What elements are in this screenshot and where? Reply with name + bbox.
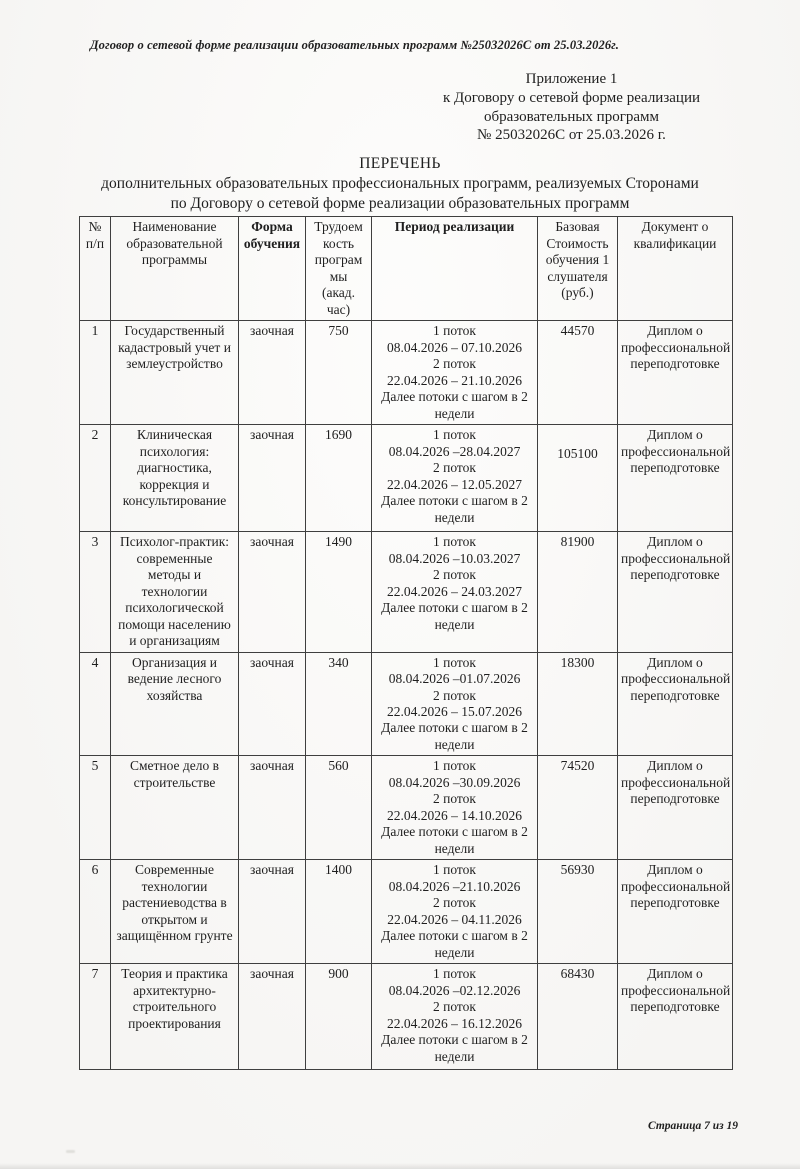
doc-cell: Диплом о профессиональной переподготовке xyxy=(618,860,733,964)
form-cell: заочная xyxy=(239,321,306,425)
table-row xyxy=(80,652,733,756)
page-title: ПЕРЕЧЕНЬ xyxy=(359,155,441,172)
table-row xyxy=(80,756,733,860)
price-cell: 74520 xyxy=(538,756,618,860)
appendix-line-2: к Договору о сетевой форме реализации xyxy=(443,89,700,106)
hours-cell: 1490 xyxy=(306,532,372,652)
num-cell: 6 xyxy=(80,860,111,964)
hours-cell: 1400 xyxy=(306,860,372,964)
col-header-hours: Трудоем кость програм мы (акад. час) xyxy=(306,217,372,321)
page-subtitle-2: по Договору о сетевой форме реализации образовательных программ xyxy=(170,194,630,212)
appendix-line-1: Приложение 1 xyxy=(525,71,618,87)
form-cell: заочная xyxy=(239,964,306,1070)
scan-artifact xyxy=(66,1150,75,1153)
period-cell: 1 поток 08.04.2026 –28.04.2027 2 поток 22.04.2026 – 12.05.2027 Далее потоки с шагом в 2 недели xyxy=(372,425,538,532)
form-cell: заочная xyxy=(239,756,306,860)
price-cell: 81900 xyxy=(538,532,618,652)
form-cell: заочная xyxy=(239,652,306,756)
table-row xyxy=(80,425,733,532)
programs-table xyxy=(79,216,733,1070)
hours-cell: 750 xyxy=(306,321,372,425)
name-cell: Сметное дело в строительстве xyxy=(111,756,239,860)
table-body xyxy=(80,321,733,1070)
period-cell: 1 поток 08.04.2026 – 07.10.2026 2 поток 22.04.2026 – 21.10.2026 Далее потоки с шагом в 2 недели xyxy=(372,321,538,425)
period-cell: 1 поток 08.04.2026 –01.07.2026 2 поток 22.04.2026 – 15.07.2026 Далее потоки с шагом в 2 недели xyxy=(372,652,538,756)
col-header-price: Базовая Стоимость обучения 1 слушателя (руб.) xyxy=(538,217,618,321)
col-header-period: Период реализации xyxy=(372,217,538,321)
doc-cell: Диплом о профессиональной переподготовке xyxy=(618,321,733,425)
price-cell: 18300 xyxy=(538,652,618,756)
hours-cell: 340 xyxy=(306,652,372,756)
title-block xyxy=(0,154,800,213)
period-cell: 1 поток 08.04.2026 –02.12.2026 2 поток 22.04.2026 – 16.12.2026 Далее потоки с шагом в 2 недели xyxy=(372,964,538,1070)
doc-cell: Диплом о профессиональной переподготовке xyxy=(618,964,733,1070)
period-cell: 1 поток 08.04.2026 –21.10.2026 2 поток 22.04.2026 – 04.11.2026 Далее потоки с шагом в 2 недели xyxy=(372,860,538,964)
contract-header-note: Договор о сетевой форме реализации образовательных программ №25032026С от 25.03.2026г. xyxy=(90,38,619,52)
price-cell: 56930 xyxy=(538,860,618,964)
name-cell: Клиническая психология: диагностика, коррекция и консультирование xyxy=(111,425,239,532)
doc-cell: Диплом о профессиональной переподготовке xyxy=(618,756,733,860)
form-cell: заочная xyxy=(239,532,306,652)
table-row xyxy=(80,964,733,1070)
doc-cell: Диплом о профессиональной переподготовке xyxy=(618,425,733,532)
name-cell: Организация и ведение лесного хозяйства xyxy=(111,652,239,756)
form-cell: заочная xyxy=(239,425,306,532)
doc-cell: Диплом о профессиональной переподготовке xyxy=(618,532,733,652)
price-cell: 68430 xyxy=(538,964,618,1070)
price-cell: 105100 xyxy=(538,425,618,532)
appendix-block xyxy=(443,70,700,145)
col-header-num: № п/п xyxy=(80,217,111,321)
hours-cell: 900 xyxy=(306,964,372,1070)
header-row xyxy=(80,217,733,321)
name-cell: Психолог-практик: современные методы и технологии психологической помощи населению и организациям xyxy=(111,532,239,652)
period-cell: 1 поток 08.04.2026 –10.03.2027 2 поток 22.04.2026 – 24.03.2027 Далее потоки с шагом в 2 недели xyxy=(372,532,538,652)
page-number: Страница 7 из 19 xyxy=(648,1120,738,1132)
num-cell: 2 xyxy=(80,425,111,532)
hours-cell: 560 xyxy=(306,756,372,860)
appendix-line-3: образовательных программ xyxy=(484,108,659,125)
col-header-form: Форма обучения xyxy=(239,217,306,321)
page-subtitle-1: дополнительных образовательных профессиональных программ, реализуемых Сторонами xyxy=(101,174,699,192)
appendix-line-4: № 25032026С от 25.03.2026 г. xyxy=(477,127,666,144)
col-header-doc: Документ о квалификации xyxy=(618,217,733,321)
name-cell: Теория и практика архитектурно-строительного проектирования xyxy=(111,964,239,1070)
scan-bottom-shadow xyxy=(0,1163,800,1169)
doc-cell: Диплом о профессиональной переподготовке xyxy=(618,652,733,756)
name-cell: Современные технологии растениеводства в открытом и защищённом грунте xyxy=(111,860,239,964)
price-cell: 44570 xyxy=(538,321,618,425)
num-cell: 4 xyxy=(80,652,111,756)
table-row xyxy=(80,321,733,425)
table-row xyxy=(80,860,733,964)
num-cell: 1 xyxy=(80,321,111,425)
period-cell: 1 поток 08.04.2026 –30.09.2026 2 поток 22.04.2026 – 14.10.2026 Далее потоки с шагом в 2 недели xyxy=(372,756,538,860)
name-cell: Государственный кадастровый учет и землеустройство xyxy=(111,321,239,425)
hours-cell: 1690 xyxy=(306,425,372,532)
form-cell: заочная xyxy=(239,860,306,964)
col-header-name: Наименование образовательной программы xyxy=(111,217,239,321)
num-cell: 3 xyxy=(80,532,111,652)
num-cell: 7 xyxy=(80,964,111,1070)
table-row xyxy=(80,532,733,652)
num-cell: 5 xyxy=(80,756,111,860)
